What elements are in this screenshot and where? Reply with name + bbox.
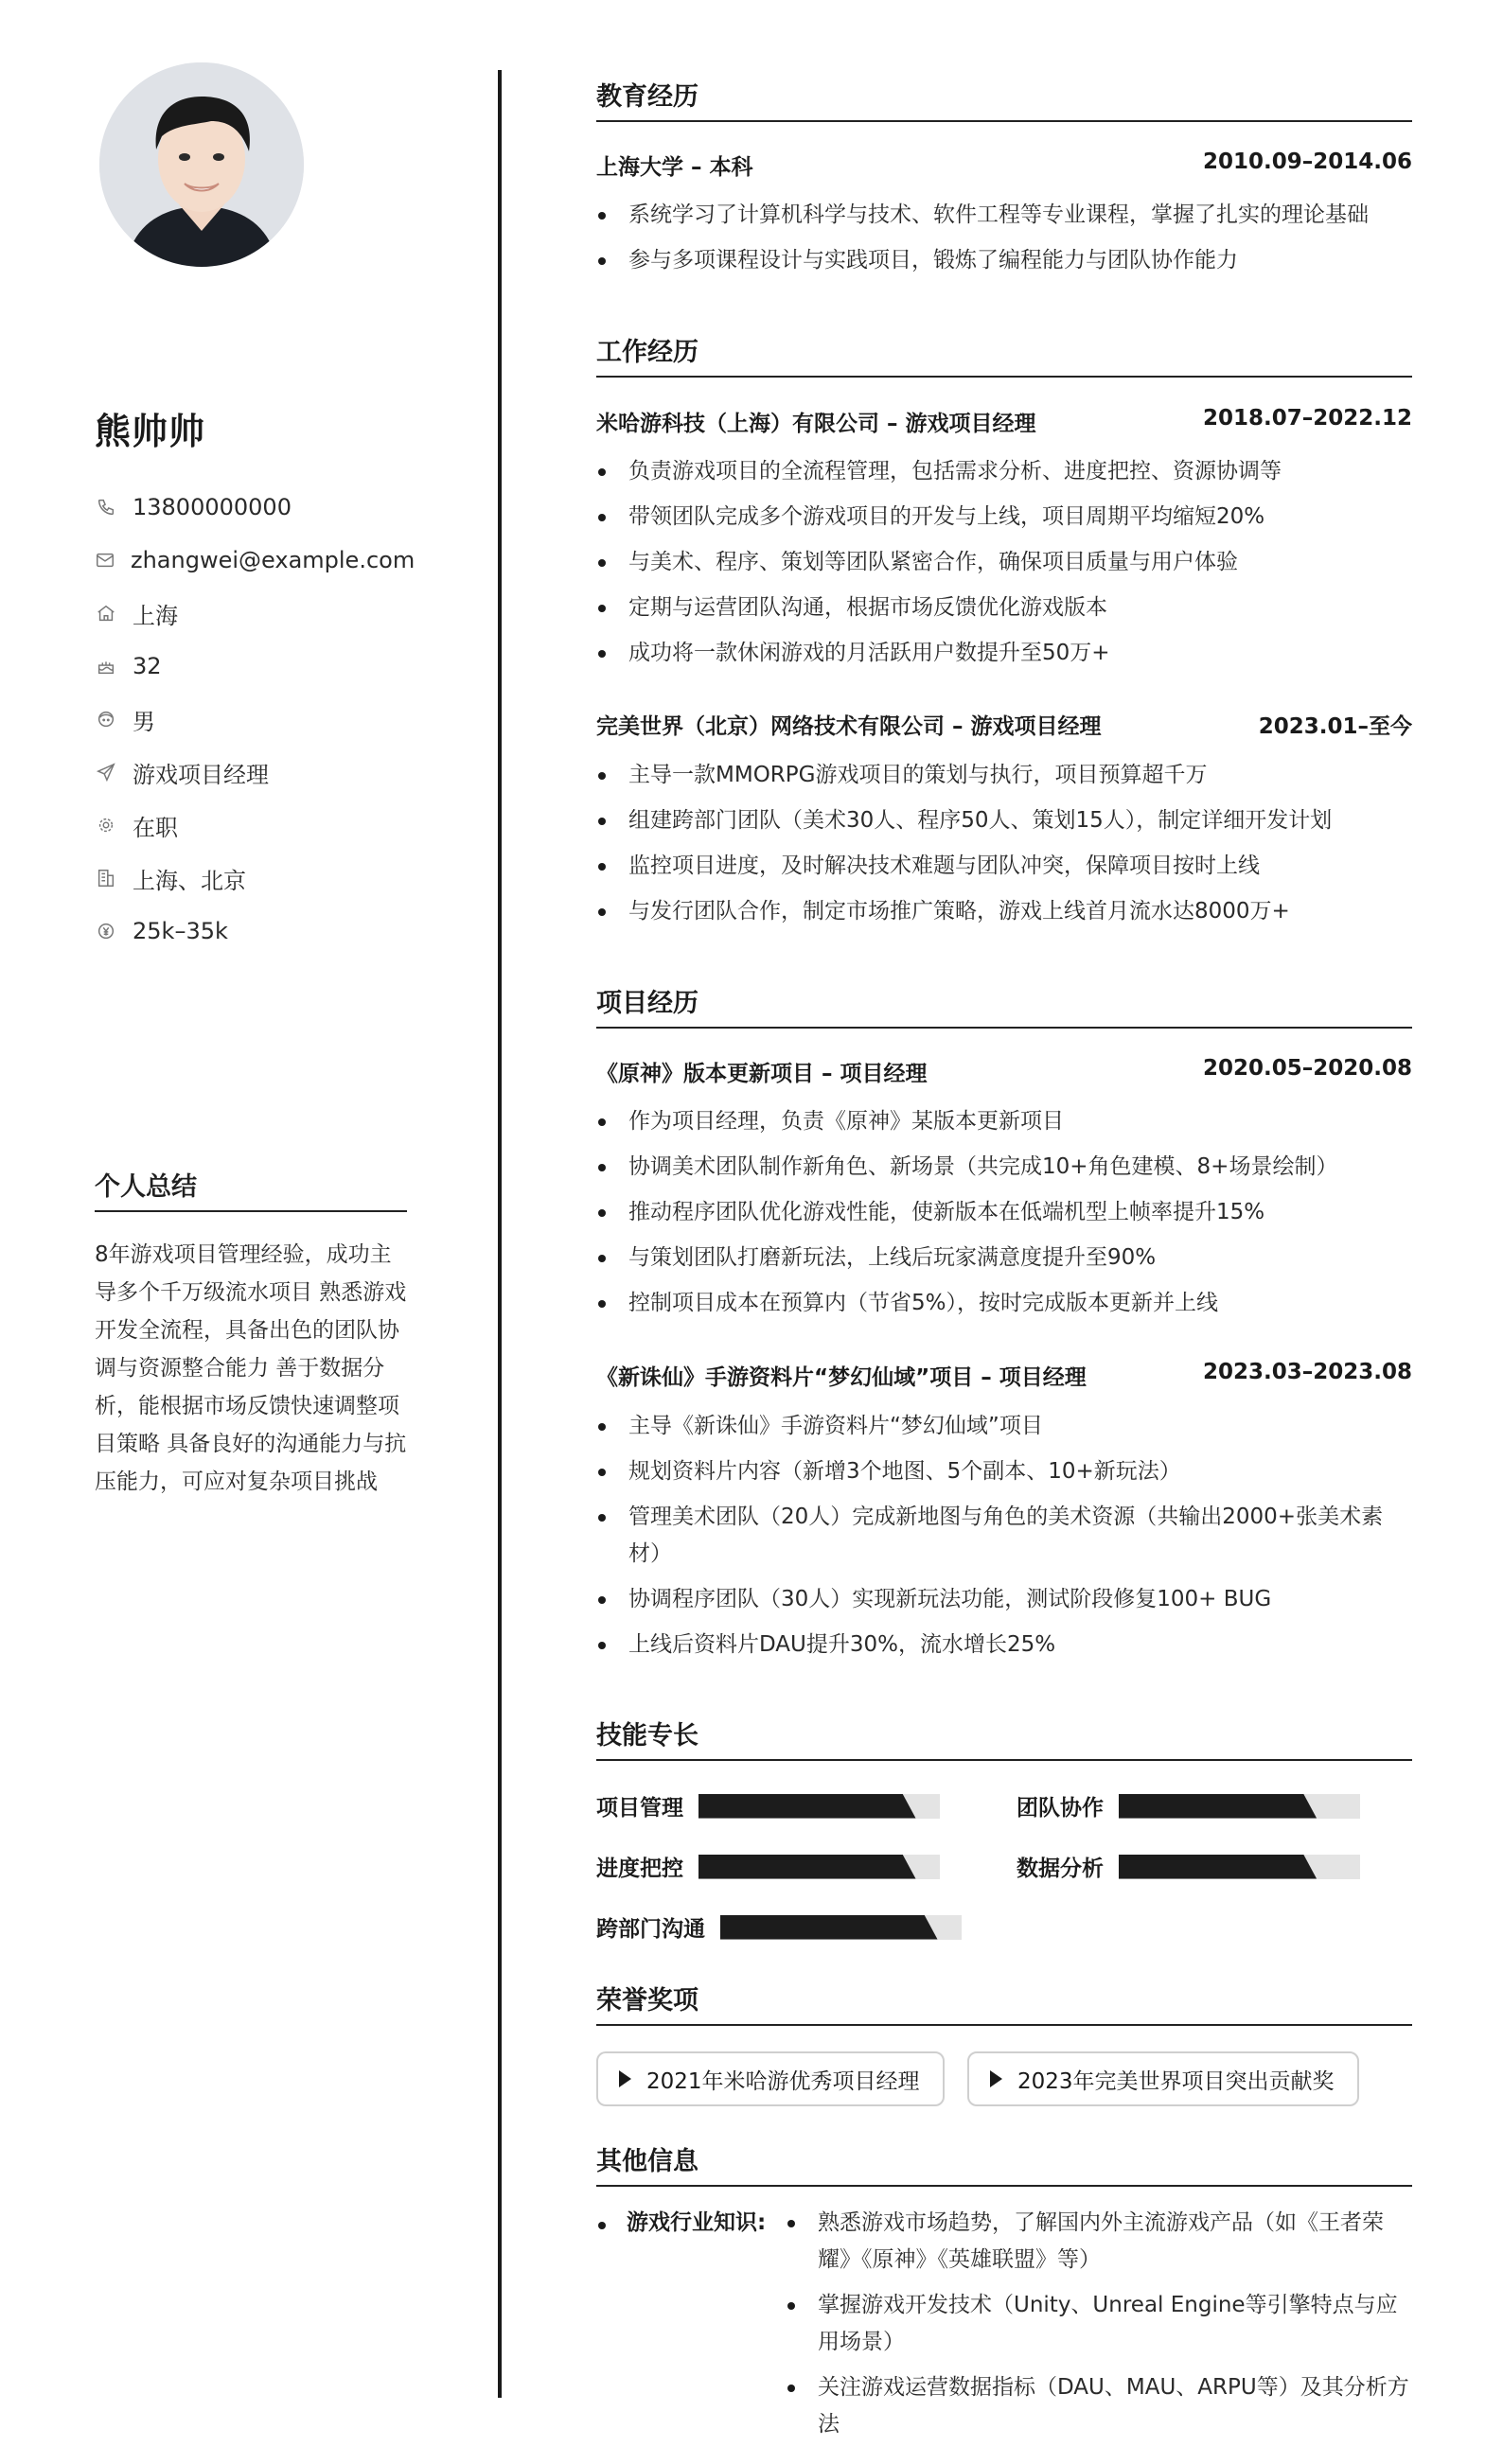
list-item: 掌握游戏开发技术（Unity、Unreal Engine等引擎特点与应用场景） xyxy=(786,2287,1412,2361)
work-date: 2023.01–至今 xyxy=(1258,714,1412,739)
email-text: zhangwei@example.com xyxy=(131,547,416,573)
list-item: 监控项目进度，及时解决技术难题与团队冲突，保障项目按时上线 xyxy=(596,848,1412,885)
summary-heading: 个人总结 xyxy=(95,1166,407,1212)
building-icon xyxy=(95,867,117,889)
info-status xyxy=(95,799,407,852)
skill-bar-fill xyxy=(1119,1794,1317,1819)
list-item: 成功将一款休闲游戏的月活跃用户数提升至50万+ xyxy=(596,635,1412,672)
status-icon xyxy=(95,814,117,836)
project-entry-header xyxy=(596,1056,1412,1087)
list-item: 系统学习了计算机科学与技术、软件工程等专业课程，掌握了扎实的理论基础 xyxy=(596,197,1412,234)
location-text: 上海 xyxy=(133,602,178,629)
info-age xyxy=(95,640,407,693)
skill-item xyxy=(1017,1851,1360,1882)
info-salary xyxy=(95,905,407,958)
play-icon xyxy=(990,2070,1002,2087)
list-item: 与美术、程序、策划等团队紧密合作，确保项目质量与用户体验 xyxy=(596,544,1412,581)
skill-name: 数据分析 xyxy=(1017,1857,1104,1881)
project-date: 2020.05–2020.08 xyxy=(1202,1056,1412,1081)
education-school: 上海大学 – 本科 xyxy=(596,155,753,180)
project-bullets xyxy=(596,1408,1412,1672)
award-text: 2023年完美世界项目突出贡献奖 xyxy=(1017,2068,1335,2094)
info-gender xyxy=(95,693,407,746)
list-item: 带领团队完成多个游戏项目的开发与上线，项目周期平均缩短20% xyxy=(596,499,1412,536)
work-heading: 工作经历 xyxy=(596,331,1412,378)
work-bullets xyxy=(596,453,1412,680)
skill-bar-fill xyxy=(698,1855,916,1879)
skill-bar xyxy=(698,1855,940,1879)
info-position xyxy=(95,746,407,799)
skill-bar xyxy=(698,1794,940,1819)
bullet-dot xyxy=(598,2222,606,2229)
home-icon xyxy=(95,602,117,625)
skill-name: 项目管理 xyxy=(596,1796,683,1821)
skill-bar-fill xyxy=(720,1915,938,1940)
summary-text: 8年游戏项目管理经验，成功主导多个千万级流水项目 熟悉游戏开发全流程，具备出色的团队协调与资源整合能力 善于数据分析，能根据市场反馈快速调整项目策略 具备良好的沟通能力与抗压能力，可应对复杂项目挑战 xyxy=(95,1242,407,1494)
avatar xyxy=(99,62,304,267)
project-entry-header xyxy=(596,1360,1412,1391)
work-entry-header xyxy=(596,709,1412,740)
salary-text: 25k–35k xyxy=(133,918,228,944)
column-divider xyxy=(498,70,502,2398)
list-item: 与策划团队打磨新玩法，上线后玩家满意度提升至90% xyxy=(596,1240,1412,1276)
project-name: 《原神》版本更新项目 – 项目经理 xyxy=(596,1062,928,1086)
salary-icon xyxy=(95,920,117,942)
skill-bar xyxy=(1119,1794,1360,1819)
skill-bar xyxy=(720,1915,962,1940)
education-heading: 教育经历 xyxy=(596,76,1412,122)
list-item: 主导一款MMORPG游戏项目的策划与执行，项目预算超千万 xyxy=(596,757,1412,794)
project-date: 2023.03–2023.08 xyxy=(1202,1360,1412,1384)
work-date: 2018.07–2022.12 xyxy=(1202,406,1412,431)
cake-icon xyxy=(95,655,117,678)
info-email xyxy=(95,534,416,587)
list-item: 与发行团队合作，制定市场推广策略，游戏上线首月流水达8000万+ xyxy=(596,893,1412,930)
play-icon xyxy=(619,2070,631,2087)
info-location xyxy=(95,587,407,640)
avatar-photo xyxy=(99,62,304,267)
sidebar xyxy=(95,0,416,2464)
mail-icon xyxy=(95,549,115,572)
other-bullets xyxy=(786,2205,1412,2452)
list-item: 协调美术团队制作新角色、新场景（共完成10+角色建模、8+场景绘制） xyxy=(596,1149,1412,1186)
list-item: 主导《新诛仙》手游资料片“梦幻仙域”项目 xyxy=(596,1408,1412,1445)
list-item: 熟悉游戏市场趋势，了解国内外主流游戏产品（如《王者荣耀》《原神》《英雄联盟》等） xyxy=(786,2205,1412,2279)
skill-name: 团队协作 xyxy=(1017,1796,1104,1821)
skills-heading: 技能专长 xyxy=(596,1715,1412,1761)
work-company: 米哈游科技（上海）有限公司 – 游戏项目经理 xyxy=(596,412,1036,436)
list-item: 关注游戏运营数据指标（DAU、MAU、ARPU等）及其分析方法 xyxy=(786,2369,1412,2443)
send-icon xyxy=(95,761,117,783)
candidate-name: 熊帅帅 xyxy=(95,411,206,452)
award-text: 2021年米哈游优秀项目经理 xyxy=(646,2068,920,2094)
position-text: 游戏项目经理 xyxy=(133,761,269,788)
project-name: 《新诛仙》手游资料片“梦幻仙域”项目 – 项目经理 xyxy=(596,1365,1087,1390)
phone-text: 13800000000 xyxy=(133,494,292,520)
age-text: 32 xyxy=(133,653,162,679)
list-item: 协调程序团队（30人）实现新玩法功能，测试阶段修复100+ BUG xyxy=(596,1581,1412,1618)
skill-name: 跨部门沟通 xyxy=(596,1917,705,1942)
education-bullets xyxy=(596,197,1412,288)
work-entry-header xyxy=(596,406,1412,437)
skill-item xyxy=(1017,1790,1360,1822)
project-bullets xyxy=(596,1103,1412,1330)
education-entry-header xyxy=(596,150,1412,181)
other-info xyxy=(596,2205,1412,2452)
awards-heading: 荣誉奖项 xyxy=(596,1980,1412,2026)
list-item: 规划资料片内容（新增3个地图、5个副本、10+新玩法） xyxy=(596,1453,1412,1490)
list-item: 管理美术团队（20人）完成新地图与角色的美术资源（共输出2000+张美术素材） xyxy=(596,1499,1412,1573)
contact-info-list xyxy=(95,481,416,958)
status-text: 在职 xyxy=(133,814,178,841)
skill-item xyxy=(596,1790,940,1822)
list-item: 负责游戏项目的全流程管理，包括需求分析、进度把控、资源协调等 xyxy=(596,453,1412,490)
skill-bar-fill xyxy=(1119,1855,1317,1879)
list-item: 控制项目成本在预算内（节省5%），按时完成版本更新并上线 xyxy=(596,1285,1412,1322)
award-badge xyxy=(596,2051,945,2106)
skill-item xyxy=(596,1911,962,1943)
projects-heading: 项目经历 xyxy=(596,982,1412,1029)
skill-bar xyxy=(1119,1855,1360,1879)
education-date: 2010.09–2014.06 xyxy=(1202,150,1412,174)
skill-item xyxy=(596,1851,940,1882)
other-label: 游戏行业知识: xyxy=(627,2210,767,2235)
list-item: 推动程序团队优化游戏性能，使新版本在低端机型上帧率提升15% xyxy=(596,1194,1412,1231)
info-phone xyxy=(95,481,407,534)
list-item: 上线后资料片DAU提升30%，流水增长25% xyxy=(596,1627,1412,1663)
gender-text: 男 xyxy=(133,708,155,735)
award-badge xyxy=(967,2051,1359,2106)
city-text: 上海、北京 xyxy=(133,867,246,894)
info-city xyxy=(95,852,407,905)
list-item: 组建跨部门团队（美术30人、程序50人、策划15人），制定详细开发计划 xyxy=(596,802,1412,839)
work-bullets xyxy=(596,757,1412,939)
work-company: 完美世界（北京）网络技术有限公司 – 游戏项目经理 xyxy=(596,714,1102,739)
phone-icon xyxy=(95,496,117,519)
list-item: 参与多项课程设计与实践项目，锻炼了编程能力与团队协作能力 xyxy=(596,242,1412,279)
skill-bar-fill xyxy=(698,1794,916,1819)
other-heading: 其他信息 xyxy=(596,2140,1412,2187)
gender-icon xyxy=(95,708,117,730)
other-info-row xyxy=(596,2205,1412,2452)
skill-name: 进度把控 xyxy=(596,1857,683,1881)
list-item: 作为项目经理，负责《原神》某版本更新项目 xyxy=(596,1103,1412,1140)
list-item: 定期与运营团队沟通，根据市场反馈优化游戏版本 xyxy=(596,590,1412,626)
